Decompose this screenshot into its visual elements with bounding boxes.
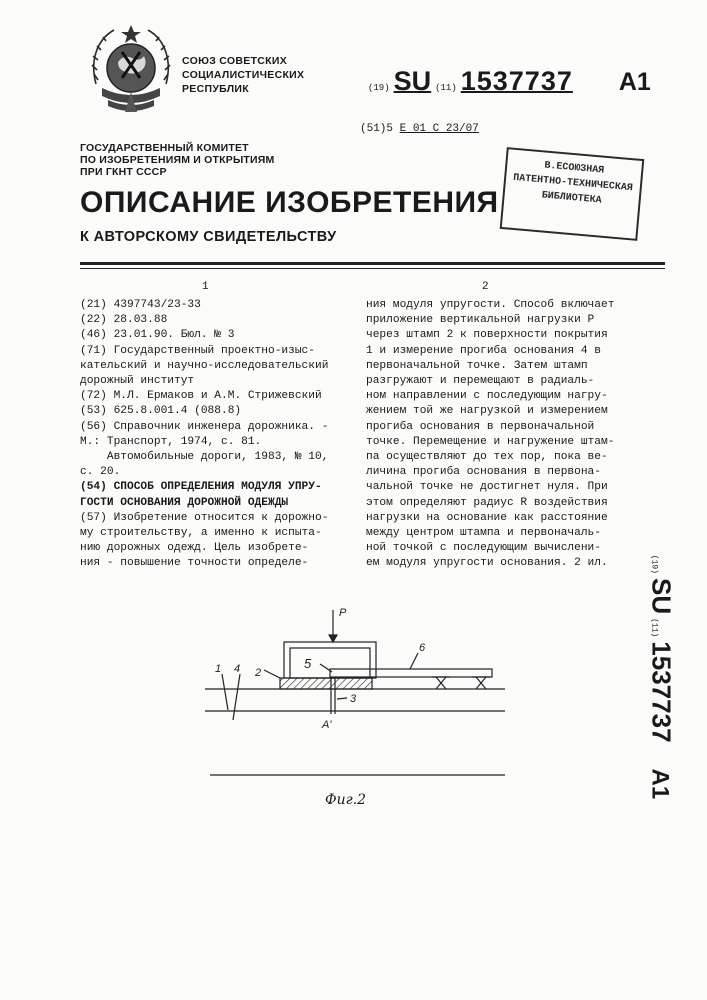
text-line: (56) Справочник инженера дорожника. - [80,420,329,433]
publication-number [368,66,651,97]
committee-line: ПО ИЗОБРЕТЕНИЯМ И ОТКРЫТИЯМ [80,154,275,166]
text-line: через штамп 2 к поверхности покрытия [366,329,608,342]
country-code: SU [393,66,432,96]
header-rule-thin [80,268,665,269]
label-1: 1 [215,663,222,675]
text-line: (72) М.Л. Ермаков и А.М. Стрижевский [80,390,322,403]
code-19: (19) [368,83,390,93]
document-title: ОПИСАНИЕ ИЗОБРЕТЕНИЯ [80,186,499,219]
text-line: нагрузки на основание как расстояние [366,511,608,524]
leader-2 [264,670,280,678]
stamp-line: БИБЛИОТЕКА [541,190,602,207]
leader-1 [222,674,228,710]
text-line: дорожный институт [80,375,195,388]
committee [80,142,275,178]
column-number-2: 2 [482,281,489,293]
text-line: му строительству, а именно к испыта- [80,527,322,540]
label-6: 6 [419,642,426,654]
side-code-11: (11) [649,618,659,638]
issuing-state [182,54,304,96]
text-line: нию дорожных одежд. Цель изобрете- [80,542,309,555]
leader-5 [320,664,332,672]
leader-4 [233,674,240,720]
text-line: первоначальной точке. Затем штамп [366,359,588,372]
text-line: М.: Транспорт, 1974, с. 81. [80,435,262,448]
text-line: между центром штампа и первоначаль- [366,527,601,540]
label-a: A' [322,719,332,731]
label-p: P [339,607,347,619]
text-line: (53) 625.8.001.4 (088.8) [80,405,242,418]
load-arrow-head [329,635,337,642]
side-patent-number: 1537737 [646,641,677,743]
state-emblem [88,22,174,118]
text-line: ния - повышение точности определе- [80,557,309,570]
header-rule [80,262,665,265]
text-line: личина прогиба основания в первона- [366,466,601,479]
text-line: прогиба основания в первоначальной [366,420,595,433]
ipc-prefix: (51)5 [360,123,394,135]
label-3: 3 [350,693,357,705]
stamp-2 [280,678,372,689]
side-code-19: (19) [649,554,659,574]
text-line: с. 20. [80,466,121,479]
left-column [80,298,328,572]
text-line: ном направлении с последующим нагру- [366,390,608,403]
stamp-line: В.ЕСОЮЗНАЯ [543,160,605,177]
label-4: 4 [234,663,241,675]
text-line: приложение вертикальной нагрузки P [366,314,595,327]
text-line: (57) Изобретение относится к дорожно- [80,511,329,524]
text-line: па осуществляют до тех пор, пока ве- [366,451,608,464]
deflection-beam-6 [330,669,492,677]
text-line: (71) Государственный проектно-изыс- [80,344,315,357]
library-stamp [500,147,645,241]
org-line: СОЮЗ СОВЕТСКИХ [182,55,288,67]
text-line: чальной точке не достигнет нуля. При [366,481,608,494]
text-line: разгружают и перемещают в радиаль- [366,375,595,388]
org-line: СОЦИАЛИСТИЧЕСКИХ [182,69,305,81]
ipc-code: E 01 C 23/07 [399,123,479,135]
text-line: ния модуля упругости. Способ включает [366,299,615,311]
kind-code: A1 [618,68,651,96]
document-subtitle: К АВТОРСКОМУ СВИДЕТЕЛЬСТВУ [80,229,337,245]
label-5: 5 [304,656,312,671]
text-line: ной точкой с последующим вычислени- [366,542,601,555]
text-line: жением той же нагрузкой и измерением [366,405,608,418]
code-11: (11) [435,83,457,93]
figure-2-drawing [200,598,510,798]
committee-line: ПРИ ГКНТ СССР [80,166,167,178]
beam-support-left [432,677,450,689]
text-line: Автомобильные дороги, 1983, № 10, [80,451,329,464]
side-kind-code: A1 [646,768,674,800]
stamp-line: ПАТЕНТНО-ТЕХНИЧЕСКАЯ [512,172,634,195]
org-line: РЕСПУБЛИК [182,83,249,95]
committee-line: ГОСУДАРСТВЕННЫЙ КОМИТЕТ [80,142,249,154]
ipc-classification [360,123,479,135]
text-line: (54) СПОСОБ ОПРЕДЕЛЕНИЯ МОДУЛЯ УПРУ- [80,481,322,494]
beam-support-right [472,677,490,689]
text-line: (22) 28.03.88 [80,314,168,327]
text-line: этом определяют радиус R воздействия [366,496,608,509]
text-line: (46) 23.01.90. Бюл. № 3 [80,329,235,342]
right-column [366,298,614,572]
leader-3 [337,698,347,699]
side-publication-number [641,540,681,815]
text-line: точке. Перемещение и нагружение штам- [366,435,615,448]
side-country-code: SU [646,577,677,615]
label-2: 2 [255,667,262,679]
text-line: (21) 4397743/23-33 [80,299,201,311]
text-line: кательский и научно-исследовательский [80,359,329,372]
column-number-1: 1 [202,281,209,293]
text-line: 1 и измерение прогиба основания 4 в [366,344,601,357]
patent-number: 1537737 [460,66,573,96]
text-line: ем модуля упругости основания. 2 ил. [366,557,608,570]
text-line: ГОСТИ ОСНОВАНИЯ ДОРОЖНОЙ ОДЕЖДЫ [80,496,289,509]
figure-caption: Фиг.2 [325,792,367,808]
leader-6 [410,653,418,669]
